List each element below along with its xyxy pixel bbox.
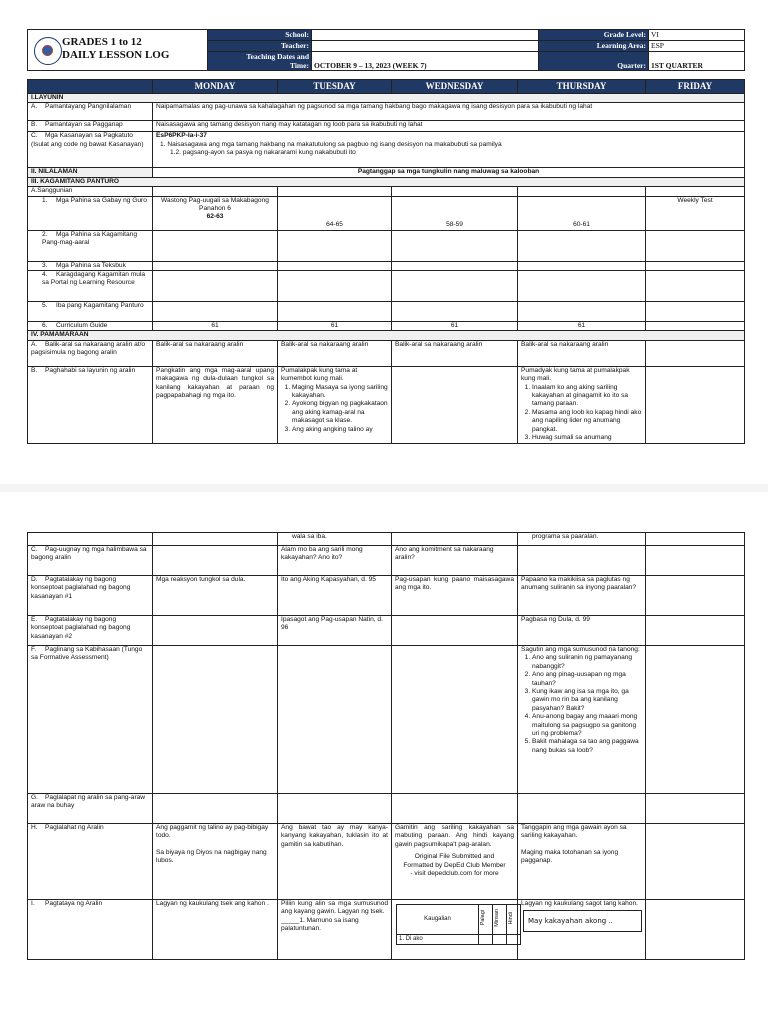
paglalahat-monday-line1: Ang paggamit ng talino ay pag-bibigay todo. — [156, 824, 269, 840]
sanggunian-label: A.Sanggunian — [28, 187, 153, 196]
cg-monday: 61 — [153, 322, 278, 331]
paghahabi-label: B. Paghahabi sa layunin ng aralin — [28, 366, 153, 443]
checkbox-cell[interactable] — [479, 935, 493, 945]
cg-wednesday: 61 — [392, 322, 518, 331]
list-item: 1. Maging Masaya sa iyong sariling kakayahan. — [292, 384, 388, 401]
teacher-value — [312, 41, 539, 52]
empty-cell — [278, 261, 392, 270]
header-title-2: DAILY LESSON LOG — [62, 49, 170, 61]
pagtataya-wednesday — [392, 900, 518, 960]
list-item: 2. Ayokong bigyan ng pagkakataon ang aking kamag-aral na makasagot sa klase. — [292, 400, 388, 425]
empty-cell — [28, 533, 153, 546]
cg-thursday: 61 — [518, 322, 646, 331]
empty-cell — [646, 794, 745, 824]
answer-box[interactable]: May kakayahan akong .. — [523, 910, 642, 932]
empty-cell — [518, 261, 646, 270]
pagtatalakay-2-thursday: Pagbasa ng Dula, d. 99 — [518, 616, 646, 646]
empty-cell — [518, 230, 646, 261]
checklist-header-palagi: Palagi — [479, 905, 493, 935]
curriculum-guide-label: 6. Curriculum Guide — [28, 322, 153, 331]
empty-cell — [518, 794, 646, 824]
empty-cell — [646, 271, 745, 302]
school-value — [312, 30, 539, 41]
list-item: 2. Ano ang pinag-uusapan ng mga tauhan? — [532, 671, 642, 688]
checklist-table — [396, 904, 521, 945]
balik-aral-monday: Balik-aral sa nakaraang aralin — [153, 340, 278, 366]
empty-cell — [153, 271, 278, 302]
empty-cell — [646, 340, 745, 366]
list-item: 1. Ano ang suliranin ng pamayanang nabanggit? — [532, 654, 642, 671]
watermark-line3: - visit depedclub.com for more — [410, 870, 499, 878]
balik-aral-thursday: Balik-aral sa nakaraang aralin — [518, 340, 646, 366]
paglalahat-wednesday — [392, 824, 518, 900]
empty-cell — [153, 302, 278, 322]
empty-cell — [646, 366, 745, 443]
empty-cell — [392, 794, 518, 824]
empty-cell — [518, 546, 646, 576]
empty-cell — [392, 533, 518, 546]
area-label: Learning Area: — [539, 41, 649, 52]
list-item: 3. Kung ikaw ang isa sa mga ito, ga gawin mo rin ba ang kanilang pasyahan? Bakit? — [532, 688, 642, 713]
empty-cell — [646, 900, 745, 960]
pagtatalakay-1-wednesday: Pag-usapan kung paano maisasagawa ang mga ito. — [392, 576, 518, 616]
empty-cell — [153, 616, 278, 646]
empty-cell — [392, 230, 518, 261]
paghahabi-monday: Pangkatin ang mga mag-aaral upang makagawa ng dula-dulaan tungkol sa kanilang kakayahan at paraan ng pagpapabahagi ng mga ito. — [153, 366, 278, 443]
empty-cell — [646, 646, 745, 794]
spacer — [521, 841, 642, 849]
pag-uugnay-wednesday: Ano ang komitment sa nakaraang aralin? — [392, 546, 518, 576]
day-monday: MONDAY — [153, 80, 278, 94]
paglinang-label: F. Paglinang sa Kabihasaan (Tungo sa Formative Assessment) — [28, 646, 153, 794]
page-one — [0, 0, 768, 492]
section-pamamaraan: IV. PAMAMARAAN — [28, 331, 745, 340]
empty-cell — [646, 322, 745, 331]
pagtataya-monday: Lagyan ng kaukulang tsek ang kahon . — [153, 900, 278, 960]
deped-seal-icon — [34, 37, 62, 65]
empty-cell — [392, 261, 518, 270]
watermark-line1: Original File Submitted and — [414, 853, 495, 861]
empty-cell — [392, 302, 518, 322]
header-table — [27, 29, 745, 71]
competency-item-1: 1. Naisasagawa ang mga tamang hakbang na makatutulong sa pagbuo ng isang desisyon na makabubuti sa pamilya — [160, 140, 502, 148]
list-item: 2. Masama ang loob ko kapag hindi ako ang napiling lider ng anumang pangkat. — [532, 409, 642, 434]
dates-label — [208, 52, 312, 71]
empty-cell — [518, 187, 646, 196]
balik-aral-wednesday: Balik-aral sa nakaraang aralin — [392, 340, 518, 366]
quarter-value: 1ST QUARTER — [649, 52, 745, 71]
paghahabi-tuesday — [278, 366, 392, 443]
teacher-label: Teacher: — [208, 41, 312, 52]
kasanayan-value — [153, 132, 745, 168]
empty-cell — [278, 794, 392, 824]
empty-cell — [646, 533, 745, 546]
empty-cell — [646, 187, 745, 196]
empty-cell — [646, 576, 745, 616]
reference-book-title: Wastong Pag-uugali sa Makabagong Panahon 6 — [161, 196, 269, 213]
empty-cell — [153, 261, 278, 270]
empty-cell — [278, 271, 392, 302]
empty-cell — [646, 546, 745, 576]
iba-pang-kagamitan-label: 5. Iba pang Kagamitang Panturo — [28, 302, 153, 322]
page-two — [0, 492, 768, 1024]
pamantayan-sa-pagganap-value: Naisasagawa ang tamang desisyon nang may katatagan ng loob para sa ikabubuti ng lahat — [153, 121, 745, 132]
teksbuk-label: 3. Mga Pahina sa Teksbuk — [28, 261, 153, 270]
empty-cell — [646, 230, 745, 261]
empty-cell — [518, 271, 646, 302]
school-label: School: — [208, 30, 312, 41]
balik-aral-label: A. Balik-aral sa nakaraang aralin at/o pagsisimula ng bagong aralin — [28, 340, 153, 366]
empty-cell — [518, 302, 646, 322]
row-label-c: C. Mga Kasanayan sa Pagkatuto (Isulat ang code ng bawat Kasanayan) — [28, 132, 153, 168]
dates-label-line2: Time: — [289, 61, 309, 70]
gabay-guro-monday — [153, 196, 278, 230]
empty-cell — [153, 533, 278, 546]
paglalahat-tuesday: Ang bawat tao ay may kanya-kanyang kakayahan, tuklasin ito at gamitin sa kabutihan. — [278, 824, 392, 900]
pagtataya-tuesday — [278, 900, 392, 960]
gabay-guro-wednesday: 58-59 — [392, 196, 518, 230]
paglalahat-monday-line2: Sa biyaya ng Diyos na nagbigay nang lubos. — [156, 848, 267, 865]
empty-cell — [392, 187, 518, 196]
pagtatalakay-1-label: D. Pagtatalakay ng bagong konseptoat paglalahad ng bagong kasanayan #1 — [28, 576, 153, 616]
pag-uugnay-tuesday: Alam mo ba ang sarili mong kakayahan? Ano ito? — [278, 546, 392, 576]
pagtataya-tuesday-item: _____1. Mamuno sa isang palatuntunan. — [281, 916, 359, 933]
header-title-1: GRADES 1 to 12 — [62, 36, 142, 48]
section-nilalaman: II. NILALAMAN — [28, 168, 153, 177]
pagtatalakay-2-tuesday: Ipasagot ang Pag-usapan Natin, d. 96 — [278, 616, 392, 646]
paglalahat-thursday-line1: Tanggapin ang mga gawain ayon sa sariling kakayahan. — [521, 824, 627, 840]
paghahabi-thursday — [518, 366, 646, 443]
reference-pages-monday: 62-63 — [206, 213, 224, 221]
empty-cell — [278, 230, 392, 261]
empty-cell — [153, 794, 278, 824]
area-value: ESP — [649, 41, 745, 52]
paglalahat-wednesday-text: Gamitin ang sariling kakayahan sa mabuting paraan. Ang hindi kayang gawin pagsumikapa't pag-aralan. — [395, 824, 514, 848]
day-tuesday: TUESDAY — [278, 80, 392, 94]
grade-label: Grade Level: — [539, 30, 649, 41]
empty-cell — [153, 646, 278, 794]
pagtataya-thursday — [518, 900, 646, 960]
empty-cell — [153, 546, 278, 576]
empty-cell — [278, 187, 392, 196]
empty-cell — [392, 271, 518, 302]
paghahabi-thursday-intro: Pumadyak kung tama at pumalakpak kung mali. — [521, 366, 630, 383]
empty-cell — [646, 261, 745, 270]
day-wednesday: WEDNESDAY — [392, 80, 518, 94]
gabay-guro-label: 1. Mga Pahina sa Gabay ng Guro — [28, 196, 153, 230]
pagtatalakay-2-label: E. Pagtatalakay ng bagong konseptoat paglalahad ng bagong kasanayan #2 — [28, 616, 153, 646]
paglalapat-label: G. Paglalapat ng aralin sa pang-araw araw na buhay — [28, 794, 153, 824]
pagtataya-tuesday-text: Piliin kung alin sa mga sumusunod ang kayang gawin. Lagyan ng tsek. — [281, 900, 388, 916]
empty-cell — [646, 302, 745, 322]
checklist-header-kaugalian: Kaugalian — [397, 905, 479, 935]
list-item: 1. Inaalam ko ang aking sariling kakayahan at ginagamit ko ito sa tamang paraan. — [532, 384, 642, 409]
paglinang-thursday — [518, 646, 646, 794]
kagamitang-mag-aaral-label: 2. Mga Pahina sa Kagamitang Pang-mag-aaral — [28, 230, 153, 261]
checklist-header-hindi: Hindi — [507, 905, 521, 935]
pamantayang-pangnilalaman-value: Naipamamalas ang pag-unawa sa kahalagahan ng pagsunod sa mga tamang hakbang bago makagawa ng isang desisyon para sa ikabubuti ng lahat — [153, 103, 745, 121]
dates-label-line1: Teaching Dates and — [246, 52, 309, 61]
quarter-label: Quarter: — [539, 52, 649, 71]
pagtataya-label: I. Pagtataya ng Aralin — [28, 900, 153, 960]
empty-cell — [153, 230, 278, 261]
list-item: 4. Anu-anong bagay ang maaari mong maitulong sa pagsugpo sa ganitong uri ng problema? — [532, 713, 642, 738]
empty-cell — [646, 616, 745, 646]
balik-aral-tuesday: Balik-aral sa nakaraang aralin — [278, 340, 392, 366]
checklist-row-1: 1. Di ako — [397, 935, 479, 945]
paglalahat-thursday — [518, 824, 646, 900]
lesson-log-table-2 — [27, 532, 745, 960]
gabay-guro-tuesday: 64-65 — [278, 196, 392, 230]
empty-cell — [278, 302, 392, 322]
day-friday: FRIDAY — [646, 80, 745, 94]
header-title-cell — [28, 30, 208, 71]
list-item: 5. Bakit mahalaga sa tao ang paggawa nang bukas sa loob? — [532, 738, 642, 755]
lesson-log-table-1 — [27, 79, 745, 444]
gabay-guro-thursday: 60-61 — [518, 196, 646, 230]
pagtatalakay-1-thursday: Papaano ka makikiisa sa paglutas ng anumang suliranin sa inyong paaralan? — [518, 576, 646, 616]
cg-tuesday: 61 — [278, 322, 392, 331]
empty-cell — [392, 366, 518, 443]
list-item: 3. Ang aking angking talino ay — [292, 426, 388, 434]
empty-cell — [646, 824, 745, 900]
paglalahat-label: H. Paglalahat ng Aralin — [28, 824, 153, 900]
paghahabi-tuesday-intro: Pumalakpak kung tama at kumembot kung mali. — [281, 366, 358, 383]
karagdagang-kagamitan-label: 4. Karagdagang Kagamitan mula sa Portal ng Learning Resource — [28, 271, 153, 302]
pag-uugnay-label: C. Pag-uugnay ng mga halimbawa sa bagong aralin — [28, 546, 153, 576]
paglinang-thursday-intro: Sagutin ang mga sumusunod na tanong: — [521, 646, 640, 653]
paglalahat-monday — [153, 824, 278, 900]
grade-value: VI — [649, 30, 745, 41]
pagtatalakay-1-tuesday: Ito ang Aking Kapasyahan, d. 95 — [278, 576, 392, 616]
list-item: 3. Huwag sumali sa anumang — [532, 434, 642, 442]
row-label-a: A. Pamantayang Pangnilalaman — [28, 103, 153, 121]
gabay-guro-friday: Weekly Test — [646, 196, 745, 230]
empty-cell — [392, 646, 518, 794]
competency-code: EsP6PKP-Ia-i-37 — [156, 132, 207, 140]
empty-cell — [392, 616, 518, 646]
pagtataya-thursday-text: Lagyan ng kaukulang sagot tang kahon. — [521, 900, 638, 907]
paghahabi-tuesday-continued: wala sa iba. — [278, 533, 392, 546]
competency-item-2: 1.2. pagsang-ayon sa pasya ng nakararami kung nakabubuti ito — [170, 149, 356, 157]
section-layunin: I.LAYUNIN — [28, 94, 745, 103]
dates-value: OCTOBER 9 – 13, 2023 (WEEK 7) — [312, 52, 539, 71]
paglalahat-thursday-line2: Maging maka totohanan sa iyong pagganap. — [521, 848, 619, 865]
paghahabi-thursday-continued: programa sa paaralan. — [518, 533, 646, 546]
day-thursday: THURSDAY — [518, 80, 646, 94]
empty-cell — [278, 646, 392, 794]
empty-cell — [153, 187, 278, 196]
section-kagamitan: III. KAGAMITANG PANTURO — [28, 177, 745, 186]
spacer — [156, 841, 274, 849]
corner-cell — [28, 80, 153, 94]
checklist-header-minsan: Minsan — [493, 905, 507, 935]
row-label-b: B. Pamantayan sa Pagganap — [28, 121, 153, 132]
watermark-line2: Formatted by DepEd Club Member — [403, 861, 506, 869]
checkbox-cell[interactable] — [493, 935, 507, 945]
pagtatalakay-1-monday: Mga reaksyon tungkol sa dula. — [153, 576, 278, 616]
nilalaman-value: Pagtanggap sa mga tungkulin nang maluwag sa kalooban — [153, 168, 745, 177]
